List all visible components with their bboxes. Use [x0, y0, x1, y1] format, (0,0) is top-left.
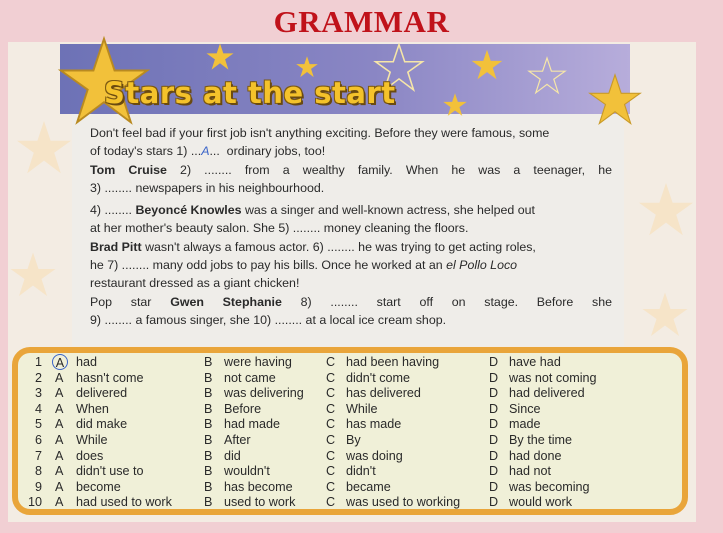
star-icon [442, 92, 468, 118]
question-number: 9 [34, 479, 42, 494]
paragraph-line [90, 293, 612, 311]
option-a-text[interactable]: does [76, 448, 104, 463]
text-fragment: 4) ........ [90, 203, 132, 217]
option-c-text[interactable]: By [346, 433, 361, 447]
option-letter-a[interactable]: A [55, 448, 64, 463]
paragraph-2 [90, 161, 612, 197]
paragraph-line [90, 201, 612, 219]
option-row [0, 417, 723, 433]
option-letter-c[interactable]: C [326, 386, 336, 401]
option-d-text[interactable]: was becoming [509, 479, 590, 494]
option-letter-a[interactable]: A [55, 401, 64, 416]
star-outline-icon [524, 56, 570, 96]
option-row [0, 480, 723, 496]
option-letter-d[interactable]: D [489, 479, 499, 494]
option-a-text[interactable]: While [76, 433, 108, 447]
option-row [0, 371, 723, 387]
option-c-text[interactable]: has delivered [346, 386, 421, 401]
option-d-text[interactable]: By the time [509, 433, 572, 447]
question-number: 2 [34, 370, 42, 385]
question-number: 4 [34, 401, 42, 416]
text-fragment: Pop star [90, 295, 152, 309]
restaurant-name: el Pollo Loco [446, 258, 518, 272]
option-c-text[interactable]: was doing [346, 448, 403, 463]
option-letter-d[interactable]: D [489, 417, 499, 432]
option-letter-a[interactable]: A [55, 370, 64, 385]
option-d-text[interactable]: had delivered [509, 386, 585, 401]
option-d-text[interactable]: have had [509, 355, 561, 369]
question-number: 1 [34, 355, 42, 369]
option-letter-b[interactable]: B [204, 355, 213, 369]
option-letter-d[interactable]: D [489, 448, 499, 463]
paragraph-line [90, 256, 612, 274]
option-letter-b[interactable]: B [204, 448, 213, 463]
option-letter-d[interactable]: D [489, 355, 499, 369]
option-row [0, 495, 723, 511]
option-b-text[interactable]: had made [224, 417, 281, 432]
option-letter-d[interactable]: D [489, 495, 499, 510]
option-b-text[interactable]: did [224, 448, 241, 463]
option-a-text[interactable]: delivered [76, 386, 128, 401]
question-number: 3 [34, 386, 42, 401]
text-fragment: he 7) ........ many odd jobs to pay his bills. Once he worked at an [90, 258, 443, 272]
option-letter-b[interactable]: B [204, 495, 213, 510]
option-letter-c[interactable]: C [326, 495, 336, 510]
option-b-text[interactable]: were having [224, 355, 292, 369]
answer-blank: ... [190, 144, 202, 158]
option-b-text[interactable]: After [224, 433, 251, 447]
paragraph-line: 9) ........ a famous singer, she 10) ........ at a local ice cream shop. [90, 313, 447, 327]
option-a-text[interactable]: did make [76, 417, 128, 432]
page-title: GRAMMAR [273, 4, 450, 39]
option-c-text[interactable]: While [346, 401, 378, 416]
option-letter-c[interactable]: C [326, 448, 336, 463]
option-letter-d[interactable]: D [489, 370, 499, 385]
option-letter-d[interactable]: D [489, 464, 499, 479]
option-d-text[interactable]: was not coming [509, 370, 597, 385]
option-row [0, 402, 723, 418]
option-letter-c[interactable]: C [326, 479, 336, 494]
circled-letter-a[interactable]: A [52, 354, 68, 370]
option-c-text[interactable]: was used to working [346, 495, 461, 510]
option-d-text[interactable]: would work [509, 495, 572, 510]
question-number: 6 [34, 433, 42, 447]
option-letter-b[interactable]: B [204, 417, 213, 432]
star-name: Beyoncé Knowles [135, 203, 242, 217]
option-row [0, 464, 723, 480]
paragraph-line: Don't feel bad if your first job isn't anything exciting. Before they were famous, some [90, 126, 550, 140]
paragraph-4 [90, 238, 612, 292]
option-c-text[interactable]: didn't come [346, 370, 411, 385]
option-b-text[interactable]: wouldn't [224, 464, 270, 479]
option-d-text[interactable]: had not [509, 464, 552, 479]
star-name: Tom Cruise [90, 163, 167, 177]
star-icon [584, 72, 646, 128]
option-letter-d[interactable]: D [489, 386, 499, 401]
star-name: Brad Pitt [90, 240, 142, 254]
paragraph-line: 3) ........ newspapers in his neighbourhood. [90, 181, 325, 195]
question-number: 8 [34, 464, 42, 479]
paragraph-1 [90, 124, 612, 160]
option-a-text[interactable]: had used to work [76, 495, 172, 510]
option-row [0, 386, 723, 402]
star-icon [205, 42, 235, 72]
option-b-text[interactable]: has become [224, 479, 293, 494]
star-icon [470, 48, 504, 82]
background-star-icon [636, 180, 696, 240]
option-letter-c[interactable]: C [326, 355, 336, 369]
text-fragment: ordinary jobs, too! [226, 144, 326, 158]
text-fragment: was a singer and well-known actress, she helped out [244, 203, 535, 217]
option-letter-a[interactable]: A [55, 479, 64, 494]
option-row [0, 355, 723, 371]
option-letter-b[interactable]: B [204, 464, 213, 479]
option-letter-c[interactable]: C [326, 464, 336, 479]
option-letter-b[interactable]: B [204, 433, 213, 447]
option-letter-b[interactable]: B [204, 479, 213, 494]
option-letter-c[interactable]: C [326, 401, 336, 416]
paragraph-3 [90, 201, 612, 237]
option-a-text[interactable]: hasn't come [76, 370, 144, 385]
background-star-icon [640, 290, 690, 340]
option-c-text[interactable]: didn't [346, 464, 376, 479]
option-d-text[interactable]: made [509, 417, 541, 432]
question-number: 5 [34, 417, 42, 432]
option-d-text[interactable]: Since [509, 401, 541, 416]
option-letter-a[interactable]: A [55, 464, 64, 479]
option-letter-c[interactable]: C [326, 370, 336, 385]
paragraph-line [90, 161, 612, 179]
handwritten-answer: A [201, 144, 210, 158]
option-letter-a[interactable]: A [55, 495, 64, 510]
option-letter-a[interactable]: A [55, 417, 64, 432]
paragraph-line [90, 238, 612, 256]
option-c-text[interactable]: had been having [346, 355, 440, 369]
option-a-text[interactable]: When [76, 401, 109, 416]
text-fragment: wasn't always a famous actor. 6) ........ he was trying to get acting roles, [145, 240, 536, 254]
option-b-text[interactable]: Before [224, 401, 262, 416]
option-b-text[interactable]: was delivering [224, 386, 304, 401]
option-a-text[interactable]: had [76, 355, 98, 369]
option-b-text[interactable]: used to work [224, 495, 296, 510]
option-letter-b[interactable]: B [204, 370, 213, 385]
option-letter-a[interactable]: A [55, 433, 64, 447]
banner-title: Stars at the start [104, 76, 396, 110]
star-name: Gwen Stephanie [170, 295, 282, 309]
question-number: 10 [27, 495, 42, 510]
option-d-text[interactable]: had done [509, 448, 562, 463]
option-letter-a[interactable]: A [55, 386, 64, 401]
option-letter-d[interactable]: D [489, 401, 499, 416]
paragraph-line: restaurant dressed as a giant chicken! [90, 276, 300, 290]
background-star-icon [8, 250, 58, 300]
option-letter-c[interactable]: C [326, 417, 336, 432]
paragraph-5 [90, 293, 612, 329]
question-number: 7 [34, 448, 42, 463]
option-a-text[interactable]: become [76, 479, 121, 494]
option-row [0, 449, 723, 465]
option-letter-c[interactable]: C [326, 433, 336, 447]
text-fragment: of today's stars 1) [90, 144, 188, 158]
option-b-text[interactable]: not came [224, 370, 276, 385]
paragraph-line: at her mother's beauty salon. She 5) ........ money cleaning the floors. [90, 221, 469, 235]
option-c-text[interactable]: has made [346, 417, 402, 432]
text-fragment: 2) ........ from a wealthy family. When he was a teenager, he [180, 163, 612, 177]
option-letter-b[interactable]: B [204, 401, 213, 416]
text-fragment: 8) ........ start off on stage. Before she [300, 295, 612, 309]
option-letter-d[interactable]: D [489, 433, 499, 447]
paragraph-line [90, 142, 612, 160]
option-letter-b[interactable]: B [204, 386, 213, 401]
option-row [0, 433, 723, 449]
answer-blank: ... [209, 144, 220, 158]
option-a-text[interactable]: didn't use to [76, 464, 144, 479]
option-c-text[interactable]: became [346, 479, 391, 494]
